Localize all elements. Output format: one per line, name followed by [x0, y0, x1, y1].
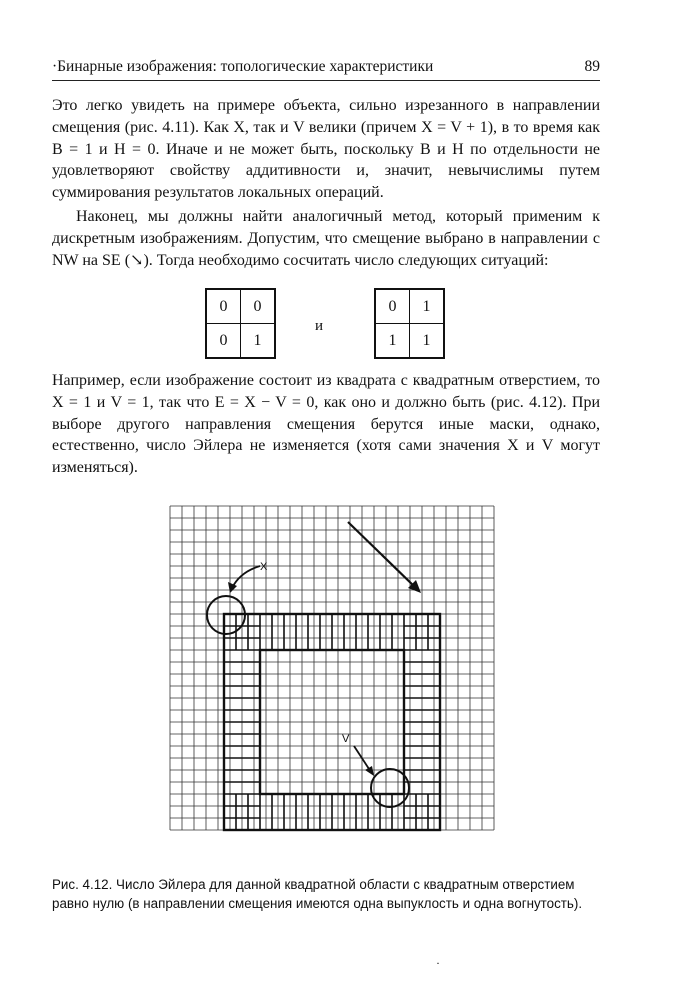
running-header: [52, 58, 600, 81]
figure-caption: Рис. 4.12. Число Эйлера для данной квадратной области с квадратным отверстием равно нулю (в направлении смещения имеются одна выпуклость и одна вогнутость).: [52, 877, 583, 911]
convexity-pointer: [232, 566, 260, 588]
paragraph-1: Это легко увидеть на примере объекта, сильно изрезанного в направлении смещения (рис. 4.11). Как X, так и V велики (причем X = V + 1), в то время как B = 1 и H = 0. Иначе и не может быть, поскольку B и H по отдельности не удовлетворяют свойству аддитивности и, значит, невычислимы путем суммирования результатов локальных операций.: [52, 97, 601, 202]
convexity-pointer-head: [228, 582, 237, 593]
mask-cell: 1: [375, 324, 410, 359]
mask-right: [374, 288, 445, 359]
mask-cell: 1: [410, 289, 445, 324]
concavity-pointer-head: [365, 766, 374, 776]
direction-arrow: [348, 522, 418, 590]
page-number: 89: [584, 58, 600, 75]
grid-lines: [170, 506, 494, 830]
mask-left: [205, 288, 276, 359]
header-title: ·Бинарные изображения: топологические характеристики: [52, 58, 434, 75]
mask-cell: 1: [410, 324, 445, 359]
footer-mark: ·: [436, 956, 440, 970]
paragraph-2: Наконец, мы должны найти аналогичный метод, который применим к дискретным изображениям. Допустим, что смещение выбрано в направлении с NW на SE (↘). Тогда необходимо сосчитать число следующих ситуаций:: [52, 208, 600, 269]
paragraph-3: Например, если изображение состоит из квадрата с квадратным отверстием, то X = 1 и V = 1, так что E = X − V = 0, как оно и должно быть (рис. 4.12). При выборе другого направления смещения берутся иные маски, однако, естественно, число Эйлера не изменяется (хотя сами значения X и V могут изменяться).: [52, 372, 600, 477]
mask-cell: 0: [206, 324, 241, 359]
euler-grid-figure: [164, 500, 496, 866]
mask-joiner: и: [315, 318, 324, 334]
mask-cell: 0: [241, 289, 276, 324]
mask-cell: 0: [206, 289, 241, 324]
label-v: V: [342, 733, 350, 745]
mask-cell: 1: [241, 324, 276, 359]
label-x: X: [260, 561, 268, 573]
mask-cell: 0: [375, 289, 410, 324]
